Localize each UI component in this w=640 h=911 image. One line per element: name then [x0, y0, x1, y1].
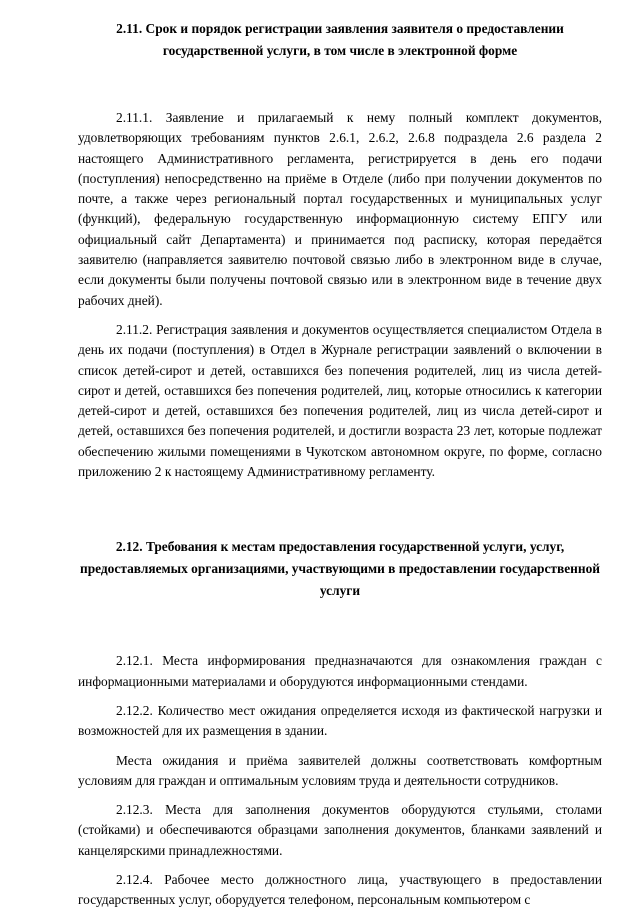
paragraph-2-11-2: 2.11.2. Регистрация заявления и документов осуществляется специалистом Отдела в день их подачи (поступления) в Отдел в Журнале регистрации заявлений о включении в список детей-сирот и детей, оставшихся без попечения родителей, лиц из числа детей-сирот и детей, оставшихся без попечения родителей, лиц, которые относились к категории детей-сирот и детей, оставшихся без попечения родителей, лиц из числа детей-сирот и детей, оставшихся без попечения родителей, и достигли возраста 23 лет, которые подлежат обеспечению жилыми помещениями в Чукотском автономном округе, по форме, согласно приложению 2 к настоящему Административному регламенту.: [78, 321, 602, 480]
paragraph-2-12-3: 2.12.3. Места для заполнения документов оборудуются стульями, столами (стойками) и обеспечиваются образцами заполнения документов, бланками заявлений и канцелярскими принадлежностями.: [78, 802, 602, 858]
paragraph-2-12-1: 2.12.1. Места информирования предназначаются для ознакомления граждан с информационными материалами и оборудуются информационными стендами.: [78, 653, 602, 689]
document-page: [78, 18, 602, 911]
paragraph-2-11-1: 2.11.1. Заявление и прилагаемый к нему полный комплект документов, удовлетворяющих требованиям пунктов 2.6.1, 2.6.2, 2.6.8 подраздела 2.6 раздела 2 настоящего Административного регламента, регистрируется в день его подачи (поступления) непосредственно на приёме в Отделе (либо при получении документов по почте, а также через региональный портал государственных и муниципальных услуг (функций), федеральную государственную информационную систему ЕПГУ или официальный сайт Департамента) и принимается под расписку, которая передаётся заявителю (направляется заявителю почтовой связью либо в электронном виде в случае, если документы были получены почтовой связью или в электронном виде в течение двух рабочих дней).: [78, 110, 602, 308]
section-2-12-heading: 2.12. Требования к местам предоставления государственной услуги, услуг, предоставляемых организациями, участвующими в предоставлении государственной услуги: [79, 539, 601, 599]
paragraph-2-12-2: 2.12.2. Количество мест ожидания определяется исходя из фактической нагрузки и возможностей для их размещения в здании.: [78, 702, 602, 739]
paragraph-waiting-places: Места ожидания и приёма заявителей должны соответствовать комфортным условиям для граждан и оптимальным условиям труда и деятельности сотрудников.: [78, 752, 602, 788]
paragraph-2-12-4: 2.12.4. Рабочее место должностного лица, участвующего в предоставлении государственных услуг, оборудуется телефоном, персональным компьютером с: [78, 872, 602, 908]
section-2-11-heading: 2.11. Срок и порядок регистрации заявления заявителя о предоставлении государственной услуги, в том числе в электронной форме: [116, 21, 564, 58]
